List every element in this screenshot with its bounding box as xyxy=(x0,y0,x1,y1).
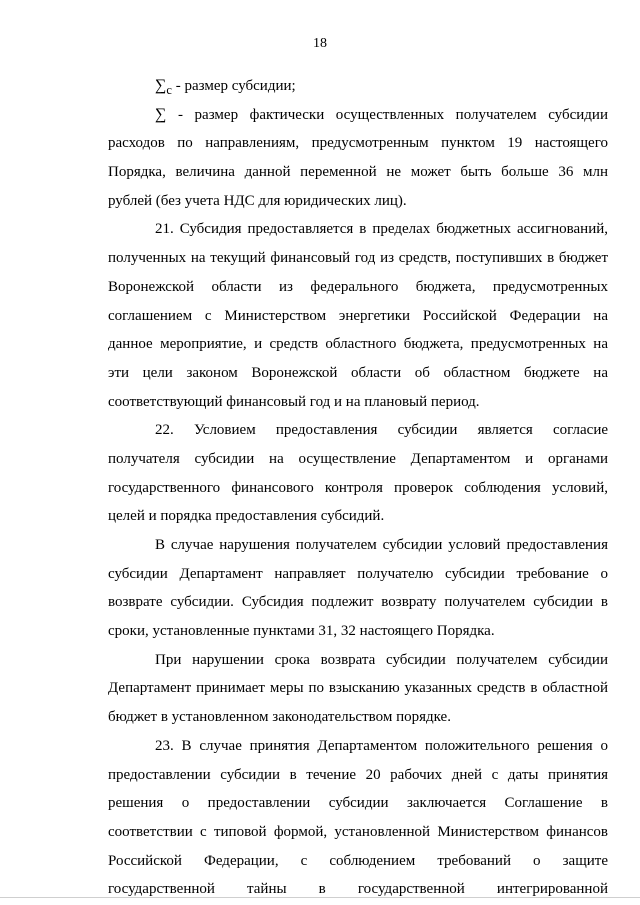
text-line: возврате субсидии. Субсидия подлежит возврату получателем субсидии в xyxy=(108,594,608,611)
text-line: Российской Федерации, с соблюдением требований о защите xyxy=(108,852,608,869)
text-line: сроки, установленные пунктами 31, 32 настоящего Порядка. xyxy=(108,623,495,640)
text-line: Воронежской области из федерального бюджета, предусмотренных xyxy=(108,278,608,295)
text-line: Порядка, величина данной переменной не может быть больше 36 млн xyxy=(108,164,608,181)
body-text xyxy=(108,72,608,904)
sigma-symbol: ∑ xyxy=(155,77,167,94)
paragraph-23-start: 23. В случае принятия Департаментом положительного решения о xyxy=(155,737,608,754)
text-line: получателя субсидии на осуществление Департаментом и органами xyxy=(108,450,608,467)
text-line: соответствующий финансовый год и на плановый период. xyxy=(108,393,480,410)
text-line: государственного финансового контроля проверок соблюдения условий, xyxy=(108,479,608,496)
text-line: Департамент принимает меры по взысканию указанных средств в областной xyxy=(108,680,608,697)
text-line: государственной тайны в государственной интегрированной xyxy=(108,881,608,898)
sigma-subscript: с xyxy=(166,83,172,97)
text-line: предоставлении субсидии в течение 20 рабочих дней с даты принятия xyxy=(108,766,608,783)
sigma-symbol: ∑ xyxy=(155,105,167,123)
text-line: соглашением с Министерством энергетики Российской Федерации на xyxy=(108,307,608,324)
text-line: рублей (без учета НДС для юридических лиц). xyxy=(108,192,407,209)
text-line: соответствии с типовой формой, установленной Министерством финансов xyxy=(108,823,608,840)
text-line: - размер фактически осуществленных получателем субсидии xyxy=(166,106,608,123)
text-line: целей и порядка предоставления субсидий. xyxy=(108,508,385,525)
text-line: бюджет в установленном законодательством порядке. xyxy=(108,709,451,726)
formula-line-sigma xyxy=(108,101,608,130)
paragraph-21-start: 21. Субсидия предоставляется в пределах бюджетных ассигнований, xyxy=(155,221,608,238)
text-line: данное мероприятие, и средств областного бюджета, предусмотренных на xyxy=(108,336,608,353)
text-line: решения о предоставлении субсидии заключается Соглашение в xyxy=(108,795,608,812)
paragraph-deadline-start: При нарушении срока возврата субсидии получателем субсидии xyxy=(155,651,608,668)
text-line: полученных на текущий финансовый год из средств, поступивших в бюджет xyxy=(108,250,608,267)
formula-line-sigma-c xyxy=(108,72,608,101)
text-line: эти цели законом Воронежской области об областном бюджете на xyxy=(108,364,608,381)
text-line: субсидии Департамент направляет получателю субсидии требование о xyxy=(108,565,608,582)
paragraph-violation-start: В случае нарушения получателем субсидии условий предоставления xyxy=(155,537,608,553)
text-line: - размер субсидии; xyxy=(171,78,296,94)
paragraph-22-start: 22. Условием предоставления субсидии является согласие xyxy=(155,422,608,439)
page-number: 18 xyxy=(313,36,327,51)
text-line: расходов по направлениям, предусмотренным пунктом 19 настоящего xyxy=(108,135,608,152)
bottom-edge-rule xyxy=(0,897,640,898)
